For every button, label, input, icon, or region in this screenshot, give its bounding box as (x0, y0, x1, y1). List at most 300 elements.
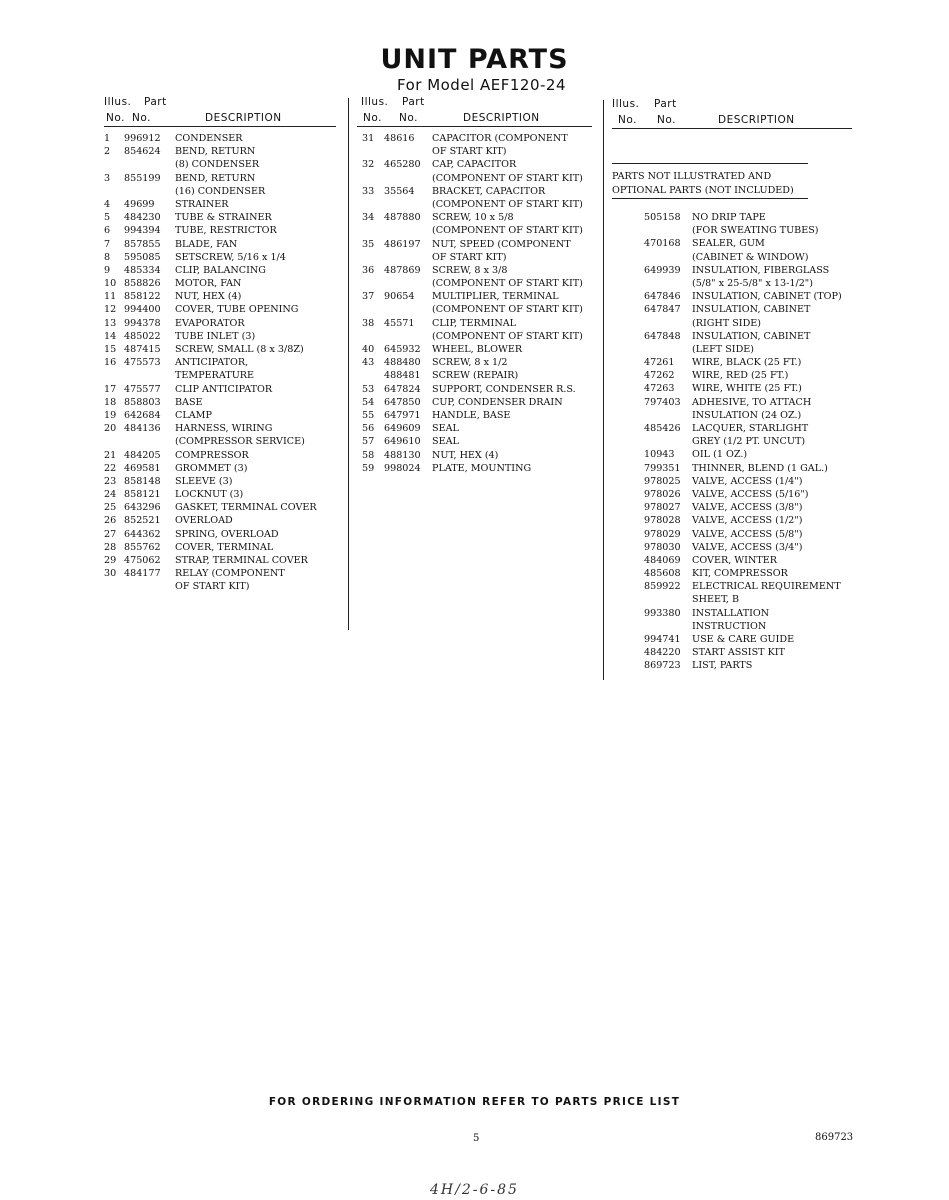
table-row (612, 303, 852, 316)
part-number: 49699 (124, 198, 155, 210)
part-description: GROMMET (3) (175, 462, 248, 474)
illus-number: 53 (362, 383, 375, 395)
part-number: 857855 (124, 238, 161, 250)
part-description: (COMPONENT OF START KIT) (432, 198, 583, 210)
part-description: BRACKET, CAPACITOR (432, 185, 546, 197)
part-number: 647824 (384, 383, 421, 395)
part-number: 488130 (384, 449, 421, 461)
part-description: NUT, SPEED (COMPONENT (432, 238, 571, 250)
illus-number: 34 (362, 212, 375, 224)
optional-parts-heading (612, 163, 852, 199)
illus-number: 22 (104, 462, 117, 474)
parts-column-2 (357, 96, 592, 475)
part-description: START ASSIST KIT (692, 647, 785, 659)
illus-number: 55 (362, 409, 375, 421)
part-number: 475577 (124, 383, 161, 395)
table-row (104, 198, 336, 211)
part-description: SPRING, OVERLOAD (175, 528, 279, 540)
table-row (612, 237, 852, 250)
table-row (357, 435, 592, 448)
part-description: ELECTRICAL REQUIREMENT (692, 581, 841, 593)
part-description: CLIP ANTICIPATOR (175, 383, 273, 395)
part-number: 484220 (644, 647, 681, 659)
part-number: 484177 (124, 568, 161, 580)
table-row (357, 409, 592, 422)
table-row (612, 317, 852, 330)
table-row (104, 145, 336, 158)
table-row (357, 396, 592, 409)
part-description: SCREW, 8 x 3/8 (432, 264, 508, 276)
table-row (104, 211, 336, 224)
part-description: (COMPONENT OF START KIT) (432, 172, 583, 184)
table-row (612, 448, 852, 461)
part-description: CLIP, BALANCING (175, 264, 266, 276)
table-row (357, 158, 592, 171)
table-row (104, 567, 336, 580)
ordering-note: FOR ORDERING INFORMATION REFER TO PARTS PRICE LIST (268, 1096, 681, 1108)
header-part-no: No. (132, 112, 151, 124)
part-description: HARNESS, WIRING (175, 423, 273, 435)
part-description: (COMPONENT OF START KIT) (432, 278, 583, 290)
table-row (104, 132, 336, 145)
header-no: No. (363, 112, 382, 124)
header-description: DESCRIPTION (718, 114, 795, 126)
part-number: 643296 (124, 502, 161, 514)
table-row (612, 646, 852, 659)
table-row (357, 224, 592, 237)
illus-number: 36 (362, 264, 375, 276)
header-description: DESCRIPTION (463, 112, 540, 124)
illus-number: 11 (104, 291, 117, 303)
part-number: 859922 (644, 581, 681, 593)
part-number: 47261 (644, 357, 675, 369)
part-description: CLAMP (175, 409, 212, 421)
part-description: VALVE, ACCESS (5/16") (692, 488, 809, 500)
table-row (104, 369, 336, 382)
column-divider (348, 98, 349, 630)
part-description: NUT, HEX (4) (432, 449, 499, 461)
part-description: CAP, CAPACITOR (432, 159, 517, 171)
header-description: DESCRIPTION (205, 112, 282, 124)
illus-number: 33 (362, 185, 375, 197)
table-row (104, 303, 336, 316)
part-description: TUBE, RESTRICTOR (175, 225, 277, 237)
part-description: COMPRESSOR (175, 449, 249, 461)
header-illus: Illus. (104, 96, 132, 108)
part-description: (LEFT SIDE) (692, 343, 755, 355)
illus-number: 23 (104, 475, 117, 487)
table-row (357, 330, 592, 343)
part-number: 858803 (124, 396, 161, 408)
table-row (104, 277, 336, 290)
part-number: 858122 (124, 291, 161, 303)
table-row (612, 659, 852, 672)
part-number: 645932 (384, 344, 421, 355)
table-row (104, 488, 336, 501)
illus-number: 54 (362, 396, 375, 408)
part-description: RELAY (COMPONENT (175, 568, 285, 580)
table-row (357, 132, 592, 145)
part-number: 858148 (124, 475, 161, 487)
part-description: (COMPONENT OF START KIT) (432, 304, 583, 316)
illus-number: 24 (104, 489, 117, 501)
part-number: 852521 (124, 515, 161, 527)
table-row (612, 633, 852, 646)
part-number: 485334 (124, 264, 161, 276)
illus-number: 13 (104, 317, 117, 329)
part-number: 978027 (644, 502, 681, 514)
illus-number: 56 (362, 423, 375, 435)
part-description: VALVE, ACCESS (5/8") (692, 528, 803, 540)
illus-number: 9 (104, 264, 111, 276)
table-row (357, 238, 592, 251)
illus-number: 40 (362, 344, 375, 355)
part-number: 998024 (384, 462, 421, 474)
table-row (357, 145, 592, 158)
table-row (104, 172, 336, 185)
part-number: 475062 (124, 555, 161, 566)
table-row (612, 369, 852, 382)
part-number: 45571 (384, 317, 415, 329)
part-description: WIRE, RED (25 FT.) (692, 370, 789, 382)
part-description: NUT, HEX (4) (175, 291, 242, 303)
part-number: 35564 (384, 185, 415, 197)
illus-number: 2 (104, 146, 111, 158)
part-number: 647850 (384, 396, 421, 408)
part-description: CAPACITOR (COMPONENT (432, 133, 568, 144)
part-number: 486197 (384, 238, 421, 250)
part-description: VALVE, ACCESS (3/4") (692, 541, 803, 553)
part-number: 799351 (644, 462, 681, 474)
part-number: 869723 (644, 660, 681, 672)
part-description: VALVE, ACCESS (3/8") (692, 502, 803, 514)
table-row (104, 554, 336, 567)
table-row (104, 356, 336, 369)
part-number: 994378 (124, 317, 161, 329)
part-number: 505158 (644, 212, 681, 223)
table-row (357, 198, 592, 211)
table-row (357, 290, 592, 303)
part-description: (5/8" x 25-5/8" x 13-1/2") (692, 277, 813, 289)
part-description: TEMPERATURE (175, 370, 255, 382)
table-row (357, 369, 592, 382)
table-row (104, 185, 336, 198)
part-number: 484230 (124, 212, 161, 224)
header-part-no: No. (399, 112, 418, 124)
optional-heading-line-2: OPTIONAL PARTS (NOT INCLUDED) (612, 184, 794, 196)
illus-number: 7 (104, 238, 111, 250)
table-row (357, 449, 592, 462)
part-number: 475573 (124, 357, 161, 369)
table-row (612, 528, 852, 541)
illus-number: 19 (104, 409, 117, 421)
part-number: 978029 (644, 528, 681, 540)
table-row (357, 211, 592, 224)
part-description: THINNER, BLEND (1 GAL.) (692, 462, 828, 474)
illus-number: 30 (104, 568, 117, 580)
table-row (612, 462, 852, 475)
table-row (612, 356, 852, 369)
illus-number: 16 (104, 357, 117, 369)
part-description: MOTOR, FAN (175, 278, 242, 290)
illus-number: 17 (104, 383, 117, 395)
table-row (104, 224, 336, 237)
part-number: 994741 (644, 634, 681, 645)
table-row (357, 383, 592, 396)
part-description: BASE (175, 396, 203, 408)
part-description: VALVE, ACCESS (1/2") (692, 515, 803, 527)
part-number: 487869 (384, 264, 421, 276)
table-row (357, 172, 592, 185)
table-row (357, 277, 592, 290)
parts-column-3 (612, 98, 852, 673)
part-number: 993380 (644, 607, 681, 619)
parts-column-1 (104, 96, 336, 594)
table-row (104, 251, 336, 264)
part-description: INSTALLATION (692, 607, 770, 619)
part-number: 90654 (384, 291, 415, 303)
table-row (612, 290, 852, 303)
part-number: 484205 (124, 449, 161, 461)
part-description: SEAL (432, 423, 459, 435)
header-no: No. (106, 112, 125, 124)
illus-number: 6 (104, 225, 111, 237)
illus-number: 27 (104, 528, 117, 540)
part-number: 485426 (644, 423, 681, 434)
table-row (104, 514, 336, 527)
part-description: TUBE & STRAINER (175, 212, 272, 224)
table-row (104, 383, 336, 396)
optional-heading-line-1: PARTS NOT ILLUSTRATED AND (612, 171, 772, 182)
parts-list-2 (357, 132, 592, 475)
illus-number: 32 (362, 159, 375, 171)
part-description: (16) CONDENSER (175, 185, 266, 197)
part-number: 644362 (124, 528, 161, 540)
illus-number: 57 (362, 436, 375, 448)
table-row (104, 501, 336, 514)
table-row (612, 541, 852, 554)
table-row (612, 211, 852, 224)
part-number: 10943 (644, 449, 675, 461)
part-description: OF START KIT) (432, 146, 507, 158)
part-description: INSULATION, CABINET (692, 330, 811, 342)
table-row (104, 158, 336, 171)
part-description: SEALER, GUM (692, 238, 765, 250)
table-row (104, 396, 336, 409)
part-number: 469581 (124, 462, 161, 474)
illus-number: 12 (104, 304, 117, 316)
table-row (612, 567, 852, 580)
illus-number: 15 (104, 344, 117, 355)
table-row (104, 264, 336, 277)
table-row (104, 317, 336, 330)
handwritten-stamp: 4H/2-6-85 (430, 1182, 519, 1198)
table-row (357, 317, 592, 330)
table-row (612, 409, 852, 422)
table-row (357, 303, 592, 316)
part-description: TUBE INLET (3) (175, 330, 256, 342)
part-description: OF START KIT) (432, 251, 507, 263)
illus-number: 35 (362, 238, 375, 250)
table-row (104, 541, 336, 554)
part-description: INSULATION, CABINET (692, 304, 811, 316)
part-number: 642684 (124, 409, 161, 421)
part-description: BEND, RETURN (175, 146, 256, 158)
part-number: 978030 (644, 541, 681, 553)
part-description: GREY (1/2 PT. UNCUT) (692, 436, 806, 448)
part-description: GASKET, TERMINAL COVER (175, 502, 317, 514)
table-row (357, 343, 592, 356)
table-row (104, 330, 336, 343)
illus-number: 5 (104, 212, 111, 224)
part-description: CONDENSER (175, 133, 243, 144)
table-row (612, 501, 852, 514)
table-row (612, 264, 852, 277)
page-title: UNIT PARTS (380, 44, 569, 75)
part-description: COVER, WINTER (692, 554, 777, 566)
table-row (612, 435, 852, 448)
part-number: 978026 (644, 488, 681, 500)
table-row (104, 238, 336, 251)
part-number: 647846 (644, 291, 681, 303)
table-row (612, 422, 852, 435)
part-description: (RIGHT SIDE) (692, 317, 762, 329)
table-row (104, 462, 336, 475)
illus-number: 38 (362, 317, 375, 329)
part-number: 858826 (124, 278, 161, 290)
part-number: 797403 (644, 396, 681, 408)
illus-number: 8 (104, 251, 111, 263)
part-description: SCREW, 10 x 5/8 (432, 212, 514, 224)
part-number: 484069 (644, 554, 681, 566)
part-description: COVER, TERMINAL (175, 541, 274, 553)
table-row (104, 435, 336, 448)
illus-number: 43 (362, 357, 375, 369)
table-row (104, 475, 336, 488)
document-number: 869723 (815, 1132, 854, 1143)
table-row (357, 422, 592, 435)
part-number: 854624 (124, 146, 161, 158)
table-row (612, 593, 852, 606)
part-number: 485022 (124, 330, 161, 342)
part-description: LOCKNUT (3) (175, 489, 244, 501)
part-number: 647971 (384, 409, 421, 421)
part-number: 487415 (124, 344, 161, 355)
part-number: 484136 (124, 423, 161, 435)
model-subtitle: For Model AEF120-24 (396, 76, 566, 94)
table-row (612, 382, 852, 395)
part-description: SCREW, 8 x 1/2 (432, 357, 508, 369)
part-description: SUPPORT, CONDENSER R.S. (432, 383, 576, 395)
table-row (612, 330, 852, 343)
part-description: (COMPONENT OF START KIT) (432, 330, 583, 342)
part-number: 647848 (644, 330, 681, 342)
table-row (612, 251, 852, 264)
illus-number: 28 (104, 541, 117, 553)
table-row (104, 290, 336, 303)
part-description: VALVE, ACCESS (1/4") (692, 475, 803, 487)
table-row (357, 251, 592, 264)
table-row (612, 620, 852, 633)
part-description: COVER, TUBE OPENING (175, 304, 299, 316)
part-description: ADHESIVE, TO ATTACH (692, 396, 812, 408)
header-part: Part (402, 96, 425, 108)
part-description: MULTIPLIER, TERMINAL (432, 291, 559, 303)
part-description: INSULATION (24 OZ.) (692, 409, 802, 421)
part-description: OIL (1 OZ.) (692, 449, 748, 461)
table-row (357, 356, 592, 369)
illus-number: 37 (362, 291, 375, 303)
table-row (612, 514, 852, 527)
part-description: NO DRIP TAPE (692, 212, 766, 223)
illus-number: 1 (104, 133, 111, 144)
part-description: SHEET, B (692, 594, 740, 606)
header-part-no: No. (657, 114, 676, 126)
part-description: INSULATION, FIBERGLASS (692, 264, 830, 276)
part-description: INSTRUCTION (692, 620, 767, 632)
table-row (612, 475, 852, 488)
table-row (612, 488, 852, 501)
table-row (104, 343, 336, 356)
part-description: STRAINER (175, 198, 229, 210)
part-description: BLADE, FAN (175, 238, 238, 250)
part-description: EVAPORATOR (175, 317, 245, 329)
part-description: WHEEL, BLOWER (432, 344, 523, 355)
part-number: 465280 (384, 159, 421, 171)
part-number: 994394 (124, 225, 161, 237)
part-number: 649610 (384, 436, 421, 448)
part-description: CLIP, TERMINAL (432, 317, 517, 329)
header-illus: Illus. (612, 98, 640, 110)
part-description: SETSCREW, 5/16 x 1/4 (175, 251, 286, 263)
part-description: WIRE, BLACK (25 FT.) (692, 357, 802, 369)
part-description: (8) CONDENSER (175, 159, 260, 171)
part-description: LIST, PARTS (692, 660, 753, 672)
illus-number: 58 (362, 449, 375, 461)
illus-number: 25 (104, 502, 117, 514)
part-number: 488480 (384, 357, 421, 369)
part-description: LACQUER, STARLIGHT (692, 423, 809, 434)
part-number: 994400 (124, 304, 161, 316)
part-description: CUP, CONDENSER DRAIN (432, 396, 563, 408)
illus-number: 20 (104, 423, 117, 435)
part-description: BEND, RETURN (175, 172, 256, 184)
illus-number: 10 (104, 278, 117, 290)
part-number: 470168 (644, 238, 681, 250)
part-description: (CABINET & WINDOW) (692, 251, 809, 263)
table-row (612, 554, 852, 567)
part-number: 487880 (384, 212, 421, 224)
table-row (104, 580, 336, 593)
part-description: INSULATION, CABINET (TOP) (692, 291, 842, 303)
table-row (357, 264, 592, 277)
part-number: 488481 (384, 370, 421, 382)
table-row (612, 580, 852, 593)
illus-number: 29 (104, 555, 117, 566)
table-row (104, 422, 336, 435)
part-description: SCREW (REPAIR) (432, 370, 519, 382)
part-number: 996912 (124, 133, 161, 144)
parts-list-1 (104, 132, 336, 594)
part-description: (FOR SWEATING TUBES) (692, 225, 819, 237)
column-divider (603, 100, 604, 680)
part-number: 595085 (124, 251, 161, 263)
table-row (612, 607, 852, 620)
part-description: ANTICIPATOR, (175, 357, 249, 369)
header-part: Part (654, 98, 677, 110)
part-description: STRAP, TERMINAL COVER (175, 555, 308, 566)
part-description: KIT, COMPRESSOR (692, 568, 788, 580)
